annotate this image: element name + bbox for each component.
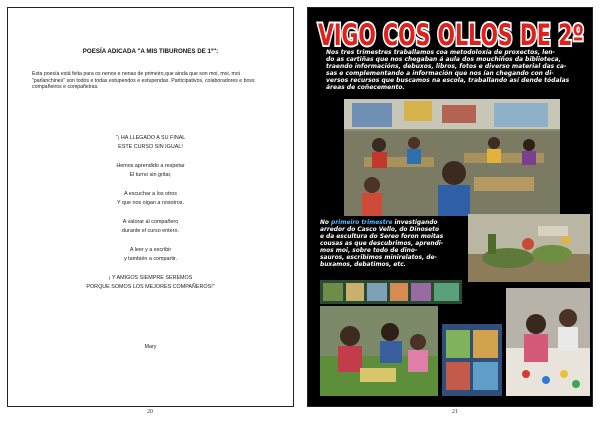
description-line: versos recursos que buscamos na escola, traballando así dende tódalas xyxy=(326,77,570,85)
verse-line: "¡ HA LLEGADO A SU FINAL xyxy=(115,135,186,141)
right-page xyxy=(307,7,593,407)
verse-line: ESTE CURSO SIN IGUAL! xyxy=(118,143,183,150)
intro-line: "parlanchines" son todos e todas estupendos e estupendas. Participativos, colaboradores e boss xyxy=(32,77,255,84)
headline-shadow: VIGO COS OLLOS DE 2º xyxy=(318,18,584,52)
caption-line: buxamos, debatimos, etc. xyxy=(320,262,406,268)
verse-line: A leer y a escribir xyxy=(129,246,172,253)
stanza xyxy=(8,190,293,207)
description-line: áreas de coñecemento. xyxy=(326,84,405,92)
headline-text: VIGO COS OLLOS DE 2º xyxy=(318,18,584,52)
mural-photo xyxy=(442,324,502,396)
poem-signature: Mary xyxy=(144,344,157,350)
intro-line: Esta poesía está feita para os nenos e nenas de primeiro,que ainda que son moi, moi, moi xyxy=(32,71,240,77)
caption-line: sauros, escribimos minirelatos, de- xyxy=(320,255,437,261)
verse-line: El turno sin gritar, xyxy=(129,171,172,178)
stanza xyxy=(8,218,293,235)
description-line: do as cartiñas que nos chegaban á aula dos mouchiños da biblioteca, xyxy=(326,56,561,64)
dinosaur-model-photo xyxy=(468,214,590,282)
poem-intro xyxy=(32,71,269,91)
verse-line: PORQUE SOMOS LOS MEJORES COMPAÑEROS!" xyxy=(86,283,215,290)
verse-line: durante el curso entero. xyxy=(122,227,179,234)
headline xyxy=(314,16,588,52)
description-line: sas e complementando a información que nos ían chegando con di- xyxy=(326,70,554,78)
right-page-number: 21 xyxy=(452,409,458,415)
caption-highlight: primeiro trimestre xyxy=(331,220,393,226)
description-line: Nos tres trimestres traballamos coa metodoloxía de proxectos, len- xyxy=(326,49,556,56)
verse-line: ¡ Y AMIGOS SIEMPRE SEREMOS xyxy=(108,274,193,281)
intro-line: compañeiros e compañeiras. xyxy=(32,84,99,91)
kids-floor-photo xyxy=(320,306,438,396)
caption-line: cousas as que descubrimos, aprendi- xyxy=(320,241,444,247)
verse-line: Hemos aprendido a respetar xyxy=(116,162,185,169)
description-line: traendo informacións, debuxos, libros, fotos e diverso material das ca- xyxy=(326,63,567,71)
caption-line: arredor do Casco Vello, do Dinoseto xyxy=(320,227,440,233)
left-page-number: 20 xyxy=(147,409,153,415)
caption-line: e da escultura do Sereo foron moitas xyxy=(320,234,444,240)
caption-lead: No xyxy=(320,220,329,226)
caption-line: investigando xyxy=(394,220,438,226)
verse-line: Y que nos oigan a nosotros. xyxy=(116,199,185,206)
verse-line: A valorar al compañero xyxy=(122,218,179,225)
first-term-caption xyxy=(320,220,466,269)
poem-verses xyxy=(8,134,293,302)
verse-line: y también a compartir. xyxy=(123,255,178,262)
project-description xyxy=(326,49,584,92)
caption-line: mos moi, sobre todo de dino- xyxy=(320,248,418,254)
classroom-photo xyxy=(344,99,560,216)
stanza xyxy=(8,162,293,179)
verse-line: A escuchar a los otros xyxy=(123,190,178,197)
artwork-strip-photo xyxy=(320,280,462,304)
kids-drawing-photo xyxy=(506,288,590,396)
poem-title: POESÍA ADICADA "A MIS TIBURONES DE 1º": xyxy=(82,48,219,55)
stanza xyxy=(8,274,293,291)
left-page xyxy=(7,7,294,407)
stanza xyxy=(8,246,293,263)
stanza xyxy=(8,134,293,151)
